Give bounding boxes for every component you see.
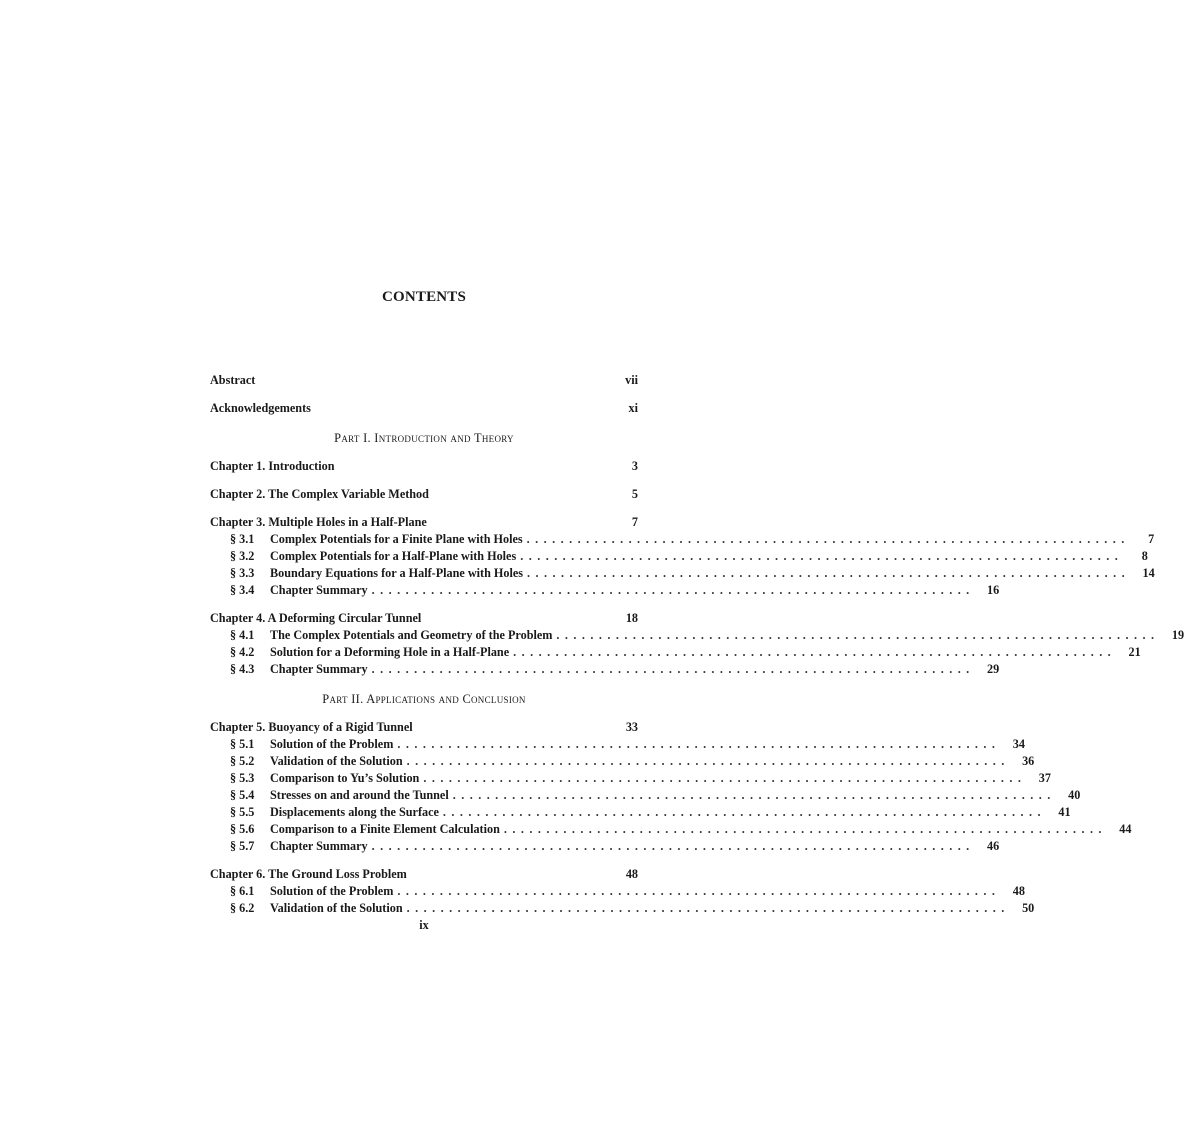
section-label: The Complex Potentials and Geometry of the Problem bbox=[270, 628, 553, 642]
section-number: § 4.3 bbox=[230, 662, 255, 676]
section-row bbox=[210, 644, 1141, 661]
section-label: Comparison to a Finite Element Calculation bbox=[270, 822, 500, 836]
section-row bbox=[210, 565, 1155, 582]
leader-dots bbox=[523, 565, 1127, 582]
leader-dots bbox=[403, 753, 1007, 770]
section-label: Chapter Summary bbox=[270, 583, 368, 597]
leader-dots bbox=[449, 787, 1053, 804]
leader-dots bbox=[393, 736, 997, 753]
section-row bbox=[210, 770, 1051, 787]
section-row bbox=[210, 804, 1071, 821]
section-page-number: 37 bbox=[1038, 771, 1051, 785]
table-of-contents bbox=[210, 372, 1184, 917]
section-page-number: 40 bbox=[1068, 788, 1081, 802]
section-label: Chapter Summary bbox=[270, 662, 368, 676]
section-page-number: 36 bbox=[1022, 754, 1035, 768]
leader-dots bbox=[393, 883, 997, 900]
chapter-page-number: 18 bbox=[625, 611, 638, 625]
section-number: § 5.7 bbox=[230, 839, 255, 853]
section-label: Displacements along the Surface bbox=[270, 805, 439, 819]
toc-page-number: vii bbox=[625, 373, 638, 387]
toc-entry-acknowledgements bbox=[210, 400, 638, 417]
leader-dots bbox=[368, 838, 972, 855]
section-number: § 4.2 bbox=[230, 645, 255, 659]
section-number: § 6.1 bbox=[230, 884, 255, 898]
section-row bbox=[210, 548, 1148, 565]
section-label: Boundary Equations for a Half-Plane with Holes bbox=[270, 566, 524, 580]
leader-dots bbox=[439, 804, 1043, 821]
toc-entry-chapter-4 bbox=[210, 610, 1184, 678]
section-page-number: 16 bbox=[987, 583, 1000, 597]
section-number: § 5.6 bbox=[230, 822, 255, 836]
section-row bbox=[210, 582, 1000, 599]
chapter-label: Chapter 2. The Complex Variable Method bbox=[210, 487, 429, 501]
section-label: Solution of the Problem bbox=[270, 884, 394, 898]
section-row bbox=[210, 627, 1184, 644]
toc-entry-chapter-5 bbox=[210, 719, 1132, 855]
section-page-number: 34 bbox=[1012, 737, 1025, 751]
section-number: § 3.1 bbox=[230, 532, 255, 546]
leader-dots bbox=[368, 582, 972, 599]
toc-entry-chapter-1 bbox=[210, 458, 638, 475]
chapter-label: Chapter 6. The Ground Loss Problem bbox=[210, 867, 407, 881]
section-number: § 5.2 bbox=[230, 754, 255, 768]
section-label: Solution of the Problem bbox=[270, 737, 394, 751]
section-label: Stresses on and around the Tunnel bbox=[270, 788, 449, 802]
section-row bbox=[210, 821, 1132, 838]
section-row bbox=[210, 900, 1035, 917]
section-row bbox=[210, 883, 1025, 900]
section-number: § 4.1 bbox=[230, 628, 255, 642]
chapter-label: Chapter 4. A Deforming Circular Tunnel bbox=[210, 611, 422, 625]
toc-label: Abstract bbox=[210, 373, 256, 387]
section-number: § 3.4 bbox=[230, 583, 255, 597]
section-row bbox=[210, 736, 1025, 753]
section-label: Complex Potentials for a Half-Plane with Holes bbox=[270, 549, 517, 563]
section-page-number: 41 bbox=[1058, 805, 1071, 819]
leader-dots bbox=[516, 548, 1120, 565]
chapter-page-number: 3 bbox=[631, 459, 638, 473]
section-row bbox=[210, 838, 1000, 855]
leader-dots bbox=[500, 821, 1104, 838]
chapter-page-number: 5 bbox=[631, 487, 638, 501]
section-number: § 5.3 bbox=[230, 771, 255, 785]
section-row bbox=[210, 661, 1000, 678]
chapter-label: Chapter 1. Introduction bbox=[210, 459, 335, 473]
chapter-label: Chapter 5. Buoyancy of a Rigid Tunnel bbox=[210, 720, 413, 734]
section-page-number: 8 bbox=[1141, 549, 1148, 563]
section-page-number: 46 bbox=[987, 839, 1000, 853]
section-row bbox=[210, 787, 1081, 804]
section-number: § 5.4 bbox=[230, 788, 255, 802]
page-number: ix bbox=[419, 918, 429, 932]
section-label: Complex Potentials for a Finite Plane with Holes bbox=[270, 532, 523, 546]
section-label: Comparison to Yu’s Solution bbox=[270, 771, 420, 785]
chapter-label: Chapter 3. Multiple Holes in a Half-Plane bbox=[210, 515, 427, 529]
part-heading-1: Part I. Introduction and Theory bbox=[334, 431, 514, 445]
section-page-number: 48 bbox=[1012, 884, 1025, 898]
leader-dots bbox=[509, 644, 1113, 661]
section-number: § 6.2 bbox=[230, 901, 255, 915]
section-number: § 5.1 bbox=[230, 737, 255, 751]
section-row bbox=[210, 753, 1035, 770]
toc-label: Acknowledgements bbox=[210, 401, 311, 415]
section-page-number: 19 bbox=[1171, 628, 1184, 642]
page-title: CONTENTS bbox=[381, 289, 467, 305]
toc-entry-chapter-2 bbox=[210, 486, 638, 503]
section-page-number: 29 bbox=[987, 662, 1000, 676]
toc-page-number: xi bbox=[628, 401, 638, 415]
section-number: § 5.5 bbox=[230, 805, 255, 819]
section-page-number: 14 bbox=[1142, 566, 1155, 580]
leader-dots bbox=[419, 770, 1023, 787]
section-label: Solution for a Deforming Hole in a Half-Plane bbox=[270, 645, 510, 659]
leader-dots bbox=[523, 531, 1127, 548]
section-page-number: 21 bbox=[1128, 645, 1141, 659]
toc-page bbox=[210, 0, 1184, 1123]
section-page-number: 7 bbox=[1148, 532, 1155, 546]
section-page-number: 50 bbox=[1022, 901, 1035, 915]
section-label: Validation of the Solution bbox=[270, 901, 403, 915]
leader-dots bbox=[403, 900, 1007, 917]
chapter-page-number: 48 bbox=[625, 867, 638, 881]
section-label: Validation of the Solution bbox=[270, 754, 403, 768]
part-heading-2: Part II. Applications and Conclusion bbox=[322, 692, 526, 706]
toc-entry-chapter-6 bbox=[210, 866, 1035, 917]
leader-dots bbox=[368, 661, 972, 678]
chapter-page-number: 33 bbox=[625, 720, 638, 734]
section-number: § 3.2 bbox=[230, 549, 255, 563]
toc-entry-abstract bbox=[210, 372, 638, 389]
section-page-number: 44 bbox=[1119, 822, 1132, 836]
chapter-page-number: 7 bbox=[631, 515, 638, 529]
section-row bbox=[210, 531, 1155, 548]
section-label: Chapter Summary bbox=[270, 839, 368, 853]
leader-dots bbox=[552, 627, 1156, 644]
section-number: § 3.3 bbox=[230, 566, 255, 580]
toc-entry-chapter-3 bbox=[210, 514, 1155, 599]
